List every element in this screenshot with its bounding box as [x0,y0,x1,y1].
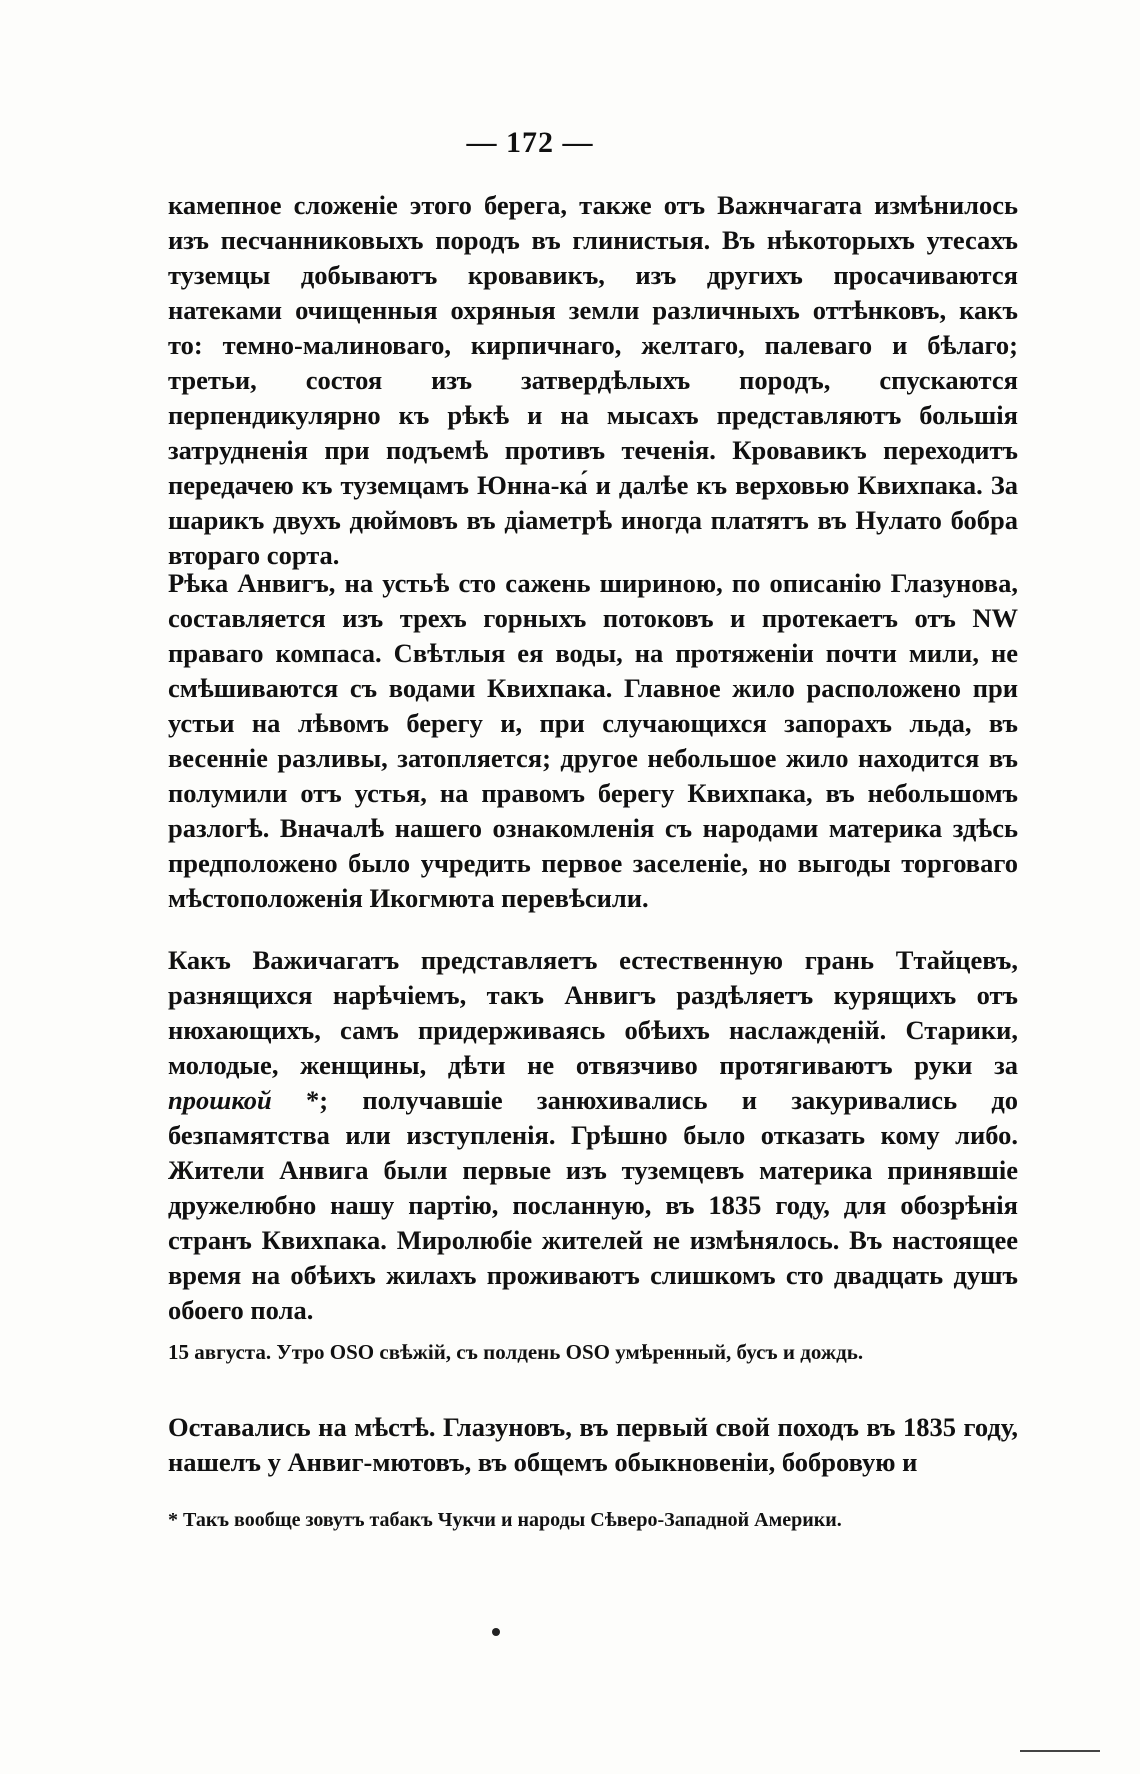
footnote [168,1502,1018,1538]
footnote-text: * Такъ вообще зовутъ табакъ Чукчи и народы Сѣверо-Западной Америки. [168,1509,842,1531]
paragraph-3-text [168,943,1018,1328]
page-number: — 172 — [466,126,594,159]
scan-artifact-mark [1020,1750,1100,1752]
paragraph-3 [168,943,1018,1328]
paragraph-4-text: Оставались на мѣстѣ. Глазуновъ, въ первый свой походъ въ 1835 году, нашелъ у Анвиг-мютовъ, въ общемъ обыкновеніи, бобровую и [168,1412,1018,1477]
paragraph-3-before-italic: Какъ Важичагатъ представляетъ естественную грань Ттайцевъ, разнящихся нарѣчіемъ, такъ Анвигъ раздѣляетъ курящихъ отъ нюхающихъ, самъ придерживаясь обѣихъ наслажденій. Старики, молодые, женщины, дѣти не отвязчиво протягиваютъ руки за [168,945,1018,1080]
paragraph-3-italic-word: прошкой [168,1085,272,1115]
paragraph-1-text: камепное сложеніе этого берега, также отъ Важнчагата измѣнилось изъ песчанниковыхъ породъ въ глинистыя. Въ нѣкоторыхъ утесахъ туземцы добываютъ кровавикъ, изъ другихъ просачиваются натеками очищенныя охряныя земли различныхъ оттѣнковъ, какъ то: темно-малиноваго, кирпичнаго, желтаго, палеваго и бѣлаго; третьи, состоя изъ затвердѣлыхъ породъ, спускаются перпендикулярно къ рѣкѣ и на мысахъ представляютъ большія затрудненія при подъемѣ противъ теченія. Кровавикъ переходитъ передачею къ туземцамъ Юнна-ка́ и далѣе къ верховью Квихпака. За шарикъ двухъ дюймовъ въ діаметрѣ иногда платятъ въ Нулато бобра втораго сорта. [168,190,1018,570]
diary-entry-text: 15 августа. Утро OSO свѣжій, съ полдень OSO умѣренный, бусъ и дождь. [168,1340,864,1364]
paragraph-2-text: Рѣка Анвигъ, на устьѣ сто сажень шириною, по описанію Глазунова, составляется изъ трехъ горныхъ потоковъ и протекаетъ отъ NW праваго компаса. Свѣтлыя ея воды, на протяженіи почти мили, не смѣшиваются съ водами Квихпака. Главное жило расположено при устьи на лѣвомъ берегу и, при случающихся запорахъ льда, въ весенніе разливы, затопляется; другое небольшое жило находится въ полумили отъ устья, на правомъ берегу Квихпака, въ небольшомъ разлогѣ. Вначалѣ нашего ознакомленія съ народами материка здѣсь предположено было учредить первое заселеніе, но выгоды торговаго мѣстоположенія Икогмюта перевѣсили. [168,568,1018,913]
ink-blot [492,1628,500,1636]
paragraph-4 [168,1410,1018,1480]
paragraph-3-after-italic: *; получавшіе занюхивались и закуривались до безпамятства или изступленія. Грѣшно было отказать кому либо. Жители Анвига были первые изъ туземцевъ материка принявшіе дружелюбно нашу партію, посланную, въ 1835 году, для обозрѣнія странъ Квихпака. Миролюбіе жителей не измѣнялось. Въ настоящее время на обѣихъ жилахъ проживаютъ слишкомъ сто двадцать душъ обоего пола. [168,1085,1019,1325]
paragraph-2 [168,566,1018,916]
paragraph-1 [168,188,1018,573]
diary-entry-date [168,1334,1018,1370]
